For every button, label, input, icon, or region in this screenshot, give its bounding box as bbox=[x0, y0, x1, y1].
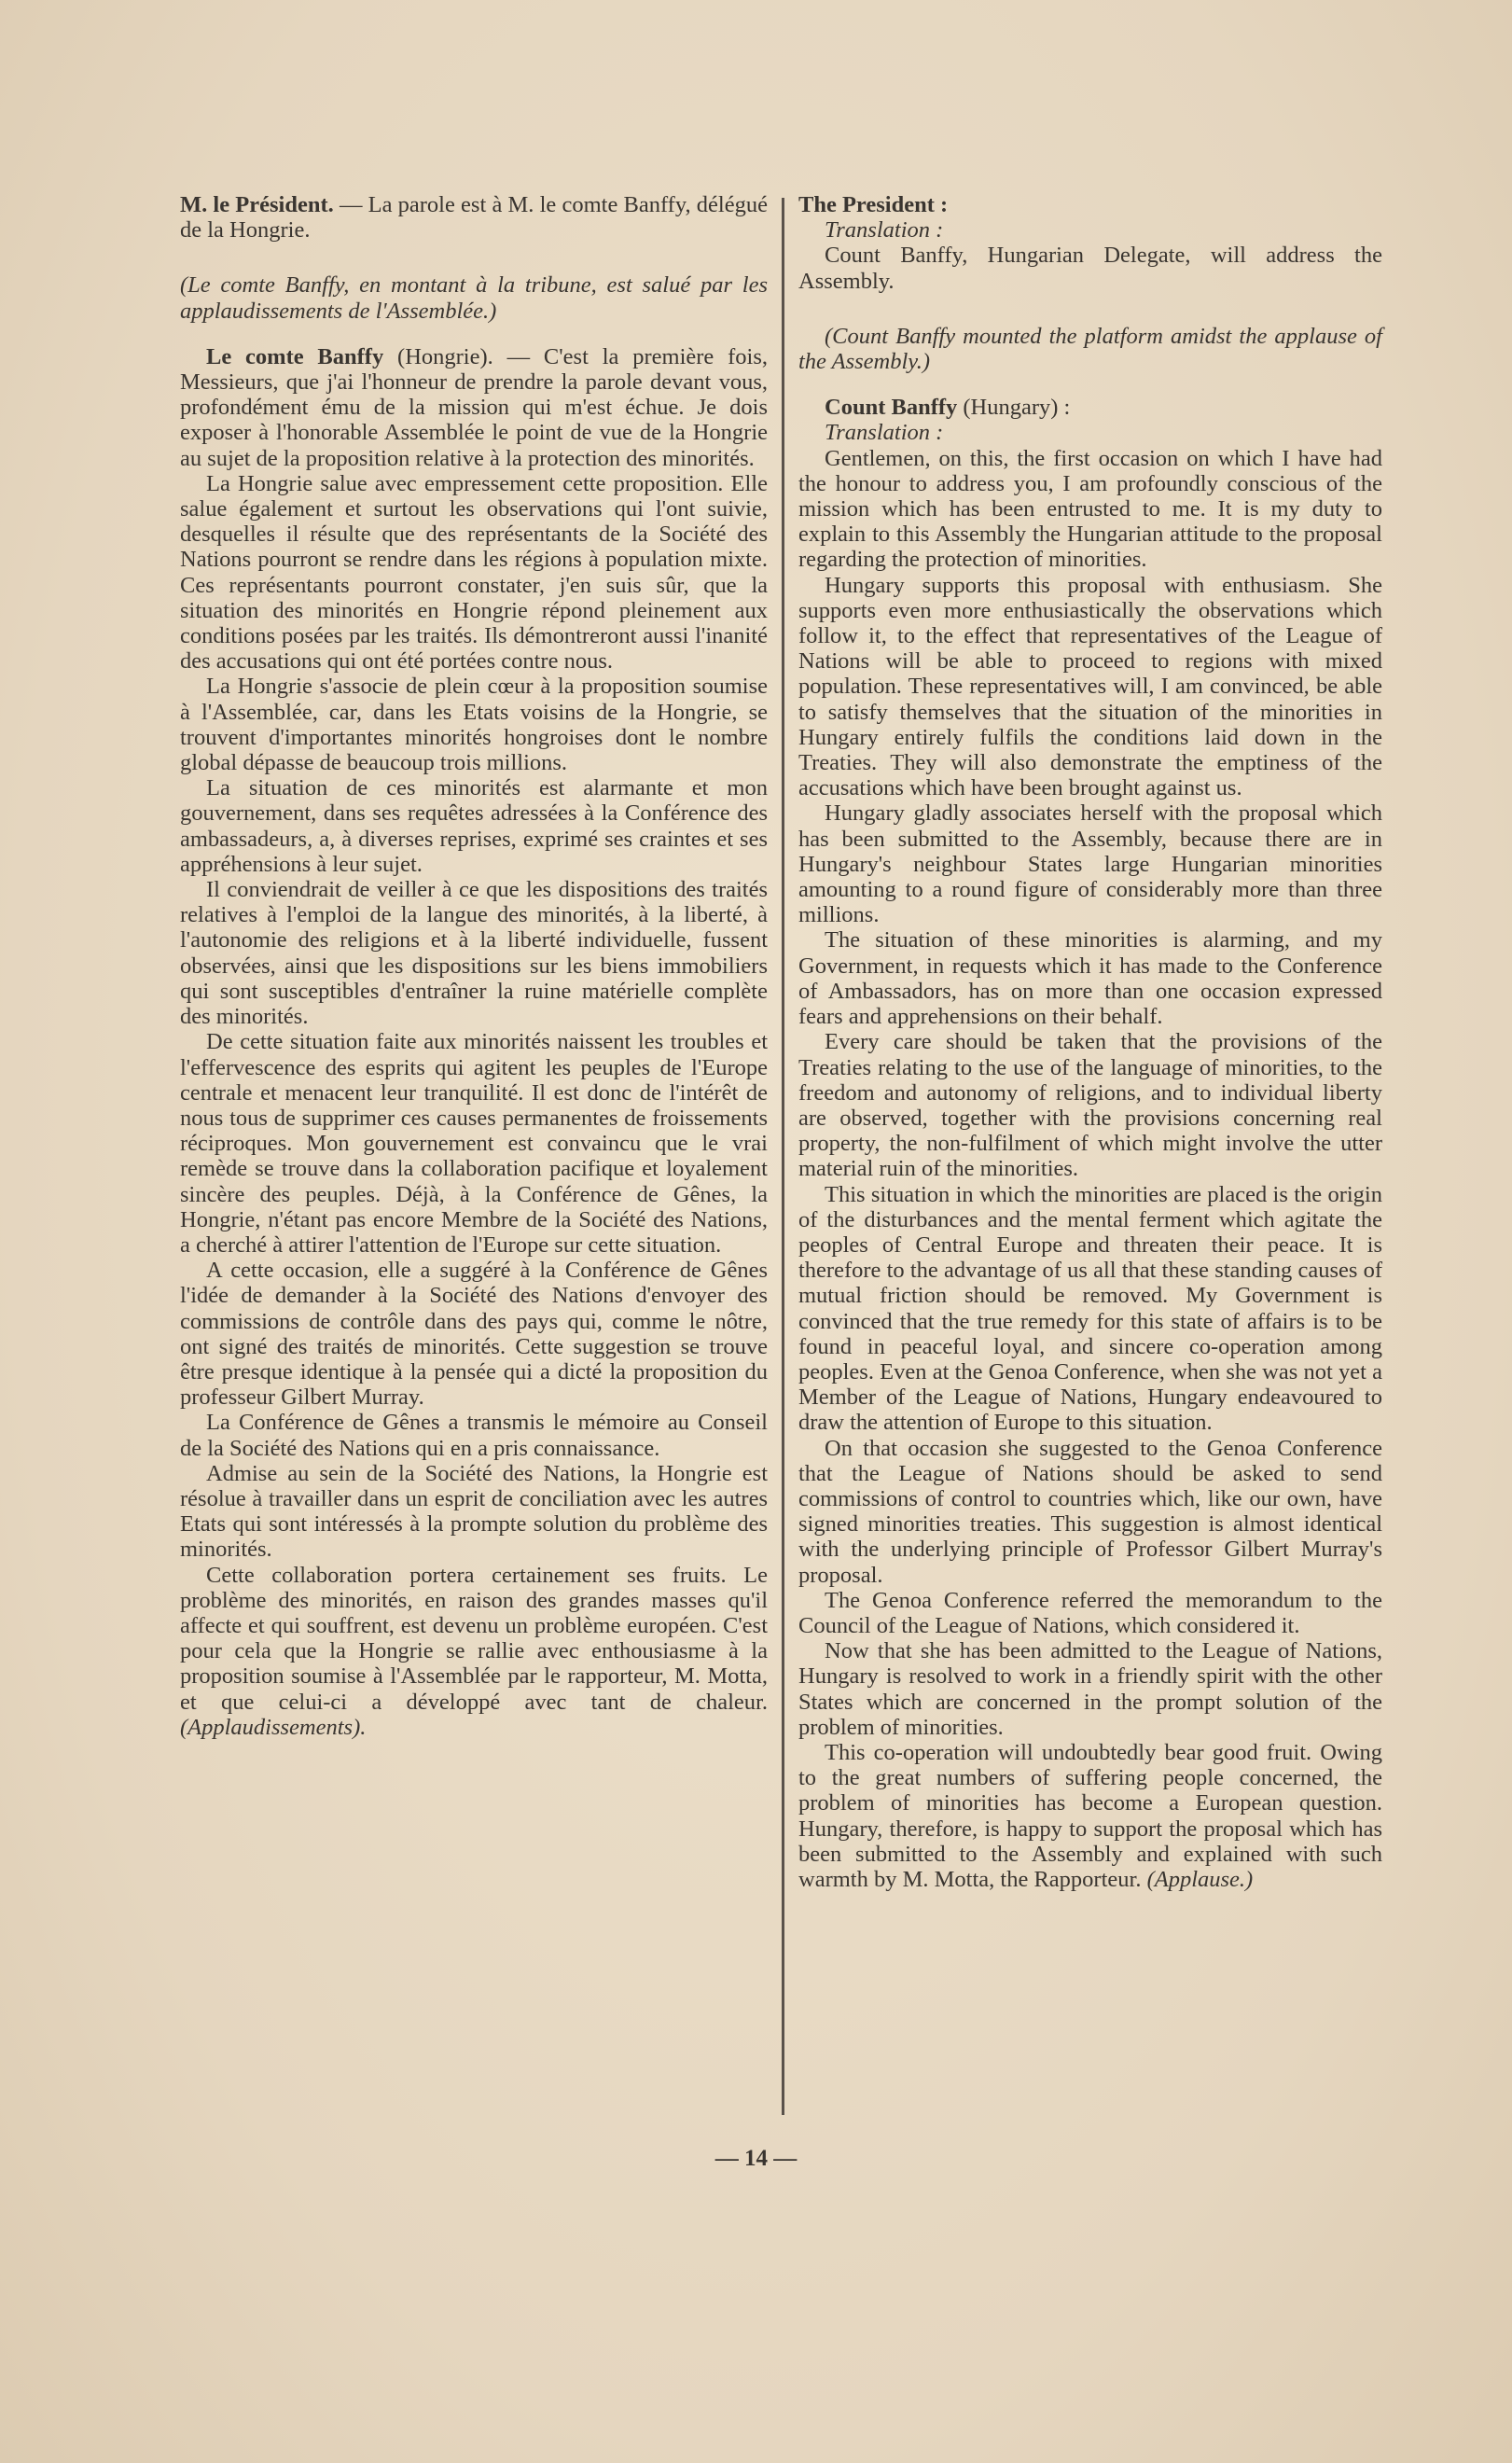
translation-label: Translation : bbox=[825, 420, 944, 446]
stage-direction-fr: (Le comte Banffy, en montant à la tribune, est salué par les applaudissements de l'Assemblée.) bbox=[180, 272, 768, 324]
english-column bbox=[798, 192, 1382, 1892]
paragraph-fr: Il conviendrait de veiller à ce que les dispositions des traités relatives à l'emploi de la langue des minorités, à la liberté, à l'autonomie des religions et à la liberté individuelle, fussent observées, ainsi que les dispositions sur les biens immobiliers qui sont susceptibles d'entraîner la ruine matérielle complète des minorités. bbox=[180, 877, 768, 1030]
speaker-banffy-fr: Le comte Banffy bbox=[206, 343, 384, 369]
paragraph-fr: La Conférence de Gênes a transmis le mémoire au Conseil de la Société des Nations qui en a pris connaissance. bbox=[180, 1410, 768, 1461]
paragraph-en: This situation in which the minorities are placed is the origin of the disturbances and the mental ferment which agitate the peoples of Central Europe and threaten their peace. It is therefore to the advantage of us all that these standing causes of mutual friction should be removed. My Government is convinced that the true remedy for this state of affairs is to be found in peaceful loyal, and sincere co-operation among peoples. Even at the Genoa Conference, when she was not yet a Member of the League of Nations, Hungary endeavoured to draw the attention of Europe to this situation. bbox=[798, 1181, 1382, 1436]
applause-note-fr: (Applaudissements). bbox=[180, 1714, 367, 1740]
speaker-president-en: The President : bbox=[798, 192, 949, 217]
paragraph-en: The Genoa Conference referred the memorandum to the Council of the League of Nations, which considered it. bbox=[798, 1587, 1382, 1638]
speaker-president-fr: M. le Président. bbox=[180, 192, 334, 217]
paragraph-en: Hungary supports this proposal with enthusiasm. She supports even more enthusiastically the observations which follow it, to the effect that representatives of the League of Nations will be able to proceed to regions with mixed population. These representatives will, I am convinced, be able to satisfy themselves that the situation of the minorities in Hungary entirely fulfils the conditions laid down in the Treaties. They will also demonstrate the emptiness of the accusations which have been brought against us. bbox=[798, 572, 1382, 801]
stage-direction-en: (Count Banffy mounted the platform amidst the applause of the Assembly.) bbox=[798, 323, 1382, 375]
translation-label: Translation : bbox=[825, 217, 944, 244]
paragraph-en: Now that she has been admitted to the League of Nations, Hungary is resolved to work in a friendly spirit with the other States which are concerned in the prompt solution of the problem of minorities. bbox=[798, 1638, 1382, 1740]
president-intro-en: Count Banffy, Hungarian Delegate, will address the Assembly. bbox=[798, 243, 1382, 294]
president-intro-fr: M. le Président. — La parole est à M. le comte Banffy, délégué de la Hongrie. bbox=[180, 192, 768, 244]
paragraph-fr: A cette occasion, elle a suggéré à la Conférence de Gênes l'idée de demander à la Société des Nations d'envoyer des commissions de contrôle dans des pays qui, comme le nôtre, ont signé des traités de minorités. Cette suggestion se trouve être presque identique à la pensée qui a dicté la proposition du professeur Gilbert Murray. bbox=[180, 1258, 768, 1411]
french-column bbox=[180, 192, 768, 1740]
paragraph-en: Hungary gladly associates herself with the proposal which has been submitted to the Assembly, because there are in Hungary's neighbour States large Hungarian minorities amounting to a round figure of considerably more than three millions. bbox=[798, 800, 1382, 928]
page-number: — 14 — bbox=[714, 2146, 798, 2171]
paragraph-fr: Admise au sein de la Société des Nations, la Hongrie est résolue à travailler dans un esprit de conciliation avec les autres Etats qui sont intéressés à la prompte solution du problème des minorités. bbox=[180, 1460, 768, 1563]
paragraph-en: Gentlemen, on this, the first occasion on which I have had the honour to address you, I am profoundly conscious of the mission which has been entrusted to me. It is my duty to explain to this Assembly the Hungarian attitude to the proposal regarding the protection of minorities. bbox=[798, 445, 1382, 573]
paragraph-fr: De cette situation faite aux minorités naissent les troubles et l'effervescence des esprits qui agitent les peuples de l'Europe centrale et menacent leur tranquilité. Il est donc de l'intérêt de nous tous de supprimer ces causes permanentes de froissements réciproques. Mon gouvernement est convaincu que le vrai remède se trouve dans la collaboration pacifique et loyalement sincère des peuples. Déjà, à la Conférence de Gênes, la Hongrie, n'étant pas encore Membre de la Société des Nations, a cherché à attirer l'attention de l'Europe sur cette situation. bbox=[180, 1029, 768, 1258]
final-paragraph-en: This co-operation will undoubtedly bear good fruit. Owing to the great numbers of suffering people concerned, the problem of minorities has become a European question. Hungary, therefore, is happy to support the proposal which has been submitted to the Assembly and explained with such warmth by M. Motta, the Rapporteur. (Applause.) bbox=[798, 1739, 1382, 1892]
paragraph-fr: La situation de ces minorités est alarmante et mon gouvernement, dans ses requêtes adressées à la Conférence des ambassadeurs, a, à diverses reprises, exprimé ses craintes et ses appréhensions à leur sujet. bbox=[180, 775, 768, 877]
speech-first-paragraph-fr: Le comte Banffy (Hongrie). — C'est la première fois, Messieurs, que j'ai l'honneur de prendre la parole devant vous, profondément ému de la mission qui m'est échue. Je dois exposer à l'honorable Assemblée le point de vue de la Hongrie au sujet de la proposition relative à la protection des minorités. bbox=[180, 343, 768, 471]
applause-note-en: (Applause.) bbox=[1146, 1867, 1254, 1892]
final-paragraph-fr: Cette collaboration portera certainement ses fruits. Le problème des minorités, en raison des grandes masses qu'il affecte et qui souffrent, est devenu un problème européen. C'est pour cela que la Hongrie se rallie avec enthousiasme à la proposition soumise à l'Assemblée par le rapporteur, M. Motta, et que celui-ci a développé avec tant de chaleur. (Applaudissements). bbox=[180, 1562, 768, 1740]
column-divider bbox=[782, 198, 784, 2115]
paragraph-en: Every care should be taken that the provisions of the Treaties relating to the use of the language of minorities, to the freedom and autonomy of religions, and to individual liberty are observed, together with the provisions concerning real property, the non-fulfilment of which might involve the utter material ruin of the minorities. bbox=[798, 1029, 1382, 1182]
paragraph-fr: La Hongrie salue avec empressement cette proposition. Elle salue également et surtout les observations qui l'ont suivie, desquelles il résulte que des représentants de la Société des Nations pourront se rendre dans les régions à population mixte. Ces représentants pourront constater, j'en suis sûr, que la situation des minorités en Hongrie répond pleinement aux conditions posées par les traités. Ils démontreront aussi l'inanité des accusations qui ont été portées contre nous. bbox=[180, 470, 768, 675]
speaker-banffy-line-en: Count Banffy (Hungary) : bbox=[825, 395, 1071, 421]
paragraph-fr: La Hongrie s'associe de plein cœur à la proposition soumise à l'Assemblée, car, dans les Etats voisins de la Hongrie, se trouvent d'importantes minorités hongroises dont le nombre global dépasse de beaucoup trois millions. bbox=[180, 674, 768, 776]
paragraph-en: On that occasion she suggested to the Genoa Conference that the League of Nations should be asked to send commissions of control to countries which, like our own, have signed minorities treaties. This suggestion is almost identical with the underlying principle of Professor Gilbert Murray's proposal. bbox=[798, 1435, 1382, 1588]
paragraph-en: The situation of these minorities is alarming, and my Government, in requests which it has made to the Conference of Ambassadors, has on more than one occasion expressed fears and apprehensions on their behalf. bbox=[798, 927, 1382, 1030]
speaker-banffy-en: Count Banffy bbox=[825, 395, 958, 421]
